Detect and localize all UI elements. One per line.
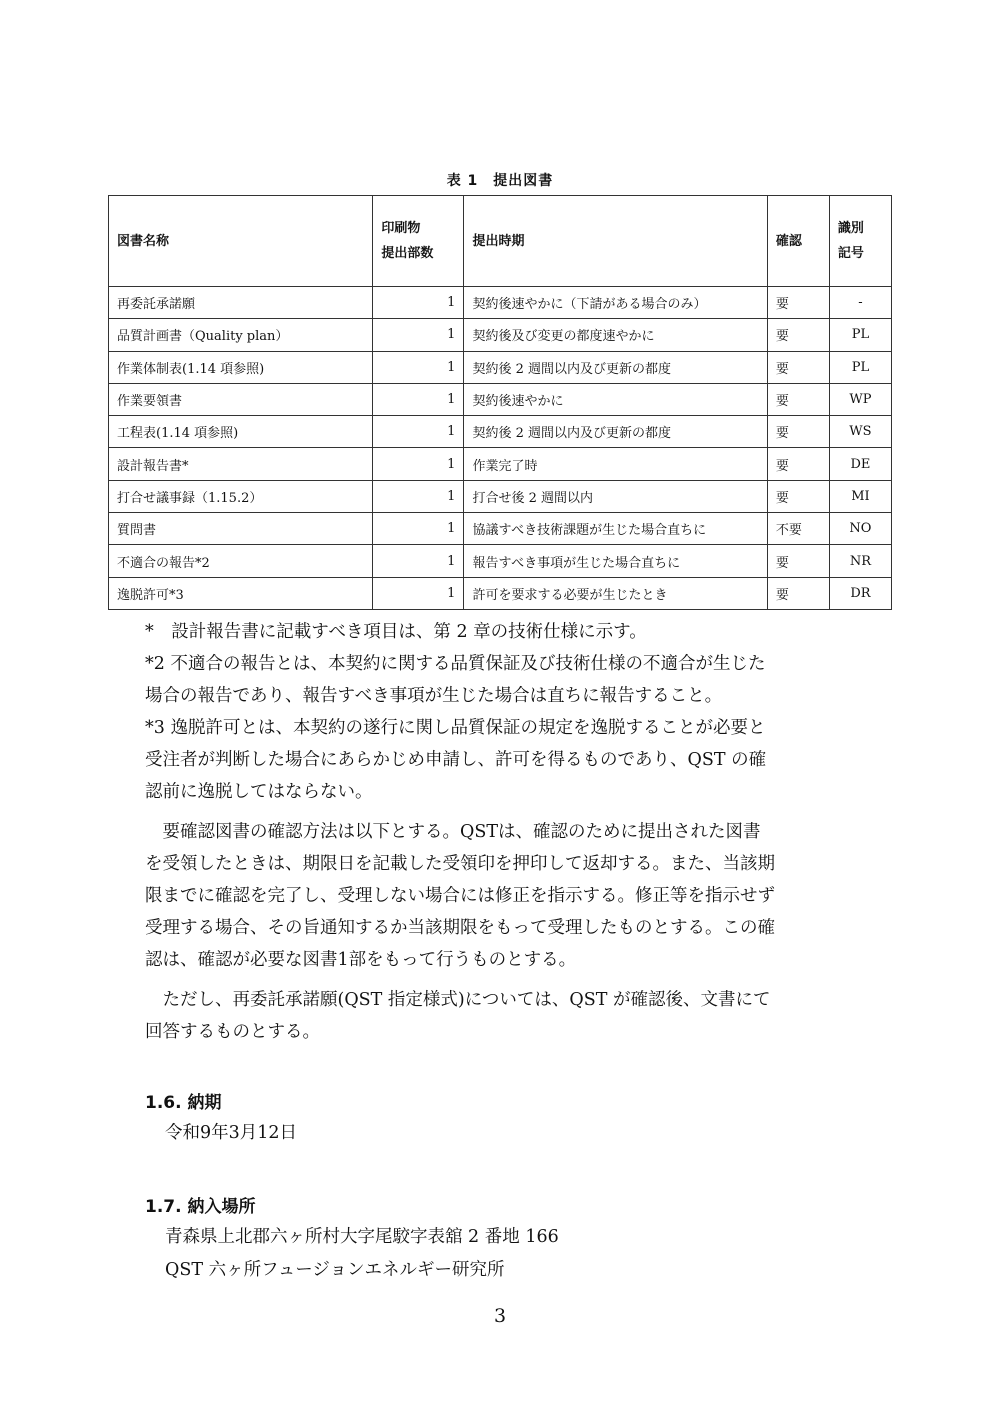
delivery-date: 令和9年3月12日: [165, 1123, 298, 1143]
table-row: [109, 383, 892, 415]
note-design-report: * 設計報告書に記載すべき項目は、第 2 章の技術仕様に示す。: [145, 622, 647, 642]
cell-name: 品質計画書（Quality plan）: [109, 319, 373, 351]
cell-timing: 契約後 2 週間以内及び更新の都度: [464, 351, 767, 383]
table-row: [109, 448, 892, 480]
cell-confirm: 要: [767, 416, 829, 448]
cell-timing: 契約後速やかに（下請がある場合のみ）: [464, 287, 767, 319]
submission-documents-table: [108, 195, 892, 610]
table-row: [109, 351, 892, 383]
cell-copies: 1: [373, 351, 464, 383]
cell-name: 再委託承諾願: [109, 287, 373, 319]
cell-timing: 契約後速やかに: [464, 383, 767, 415]
page-number: 3: [493, 1305, 507, 1327]
cell-code: WS: [829, 416, 891, 448]
delivery-address: 青森県上北郡六ヶ所村大字尾駮字表舘 2 番地 166: [165, 1227, 559, 1247]
cell-copies: 1: [373, 448, 464, 480]
cell-timing: 作業完了時: [464, 448, 767, 480]
table-row: [109, 513, 892, 545]
cell-code: PL: [829, 319, 891, 351]
paragraph-subcontract-line2: 回答するものとする。: [145, 1022, 320, 1042]
cell-copies: 1: [373, 577, 464, 609]
delivery-facility: QST 六ヶ所フュージョンエネルギー研究所: [165, 1260, 505, 1280]
cell-copies: 1: [373, 416, 464, 448]
header-name: 図書名称: [109, 196, 373, 287]
section-title: 1.6. 納期: [145, 1093, 222, 1113]
table-header-row: [109, 196, 892, 287]
paragraph-confirm-line4: 受理する場合、その旨通知するか当該期限をもって受理したものとする。この確: [145, 918, 775, 938]
cell-copies: 1: [373, 480, 464, 512]
header-code-line2: 記号: [837, 246, 864, 261]
paragraph-confirm-line5: 認は、確認が必要な図書1部をもって行うものとする。: [145, 950, 577, 970]
section-delivery-place: [145, 1192, 865, 1287]
header-copies: [373, 196, 464, 287]
cell-confirm: 要: [767, 480, 829, 512]
cell-confirm: 要: [767, 319, 829, 351]
table-row: [109, 416, 892, 448]
cell-copies: 1: [373, 383, 464, 415]
note-deviation-line3: 認前に逸脱してはならない。: [145, 782, 373, 802]
cell-code: NO: [829, 513, 891, 545]
cell-code: PL: [829, 351, 891, 383]
note-deviation-line2: 受注者が判断した場合にあらかじめ申請し、許可を得るものであり、QST の確: [145, 750, 767, 770]
cell-timing: 契約後 2 週間以内及び更新の都度: [464, 416, 767, 448]
cell-name: 逸脱許可*3: [109, 577, 373, 609]
table-row: [109, 287, 892, 319]
paragraph-confirm-line2: を受領したときは、期限日を記載した受領印を押印して返却する。また、当該期: [145, 854, 775, 874]
cell-name: 工程表(1.14 項参照): [109, 416, 373, 448]
section-title: 1.7. 納入場所: [145, 1197, 256, 1217]
cell-timing: 契約後及び変更の都度速やかに: [464, 319, 767, 351]
cell-copies: 1: [373, 287, 464, 319]
cell-name: 設計報告書*: [109, 448, 373, 480]
cell-name: 作業要領書: [109, 383, 373, 415]
cell-timing: 報告すべき事項が生じた場合直ちに: [464, 545, 767, 577]
cell-timing: 協議すべき技術課題が生じた場合直ちに: [464, 513, 767, 545]
cell-name: 作業体制表(1.14 項参照): [109, 351, 373, 383]
cell-confirm: 要: [767, 351, 829, 383]
header-timing: 提出時期: [464, 196, 767, 287]
cell-confirm: 不要: [767, 513, 829, 545]
notes-block: [145, 616, 865, 1048]
table-row: [109, 577, 892, 609]
cell-name: 不適合の報告*2: [109, 545, 373, 577]
cell-confirm: 要: [767, 577, 829, 609]
cell-copies: 1: [373, 545, 464, 577]
header-code-line1: 識別: [837, 221, 864, 236]
header-copies-line2: 提出部数: [381, 246, 434, 261]
cell-timing: 打合せ後 2 週間以内: [464, 480, 767, 512]
cell-name: 打合せ議事録（1.15.2）: [109, 480, 373, 512]
cell-name: 質問書: [109, 513, 373, 545]
header-copies-line1: 印刷物: [381, 221, 421, 236]
section-delivery-date: [145, 1088, 865, 1150]
cell-code: MI: [829, 480, 891, 512]
note-nonconformance-line2: 場合の報告であり、報告すべき事項が生じた場合は直ちに報告すること。: [145, 686, 723, 706]
cell-copies: 1: [373, 513, 464, 545]
cell-confirm: 要: [767, 448, 829, 480]
cell-code: DR: [829, 577, 891, 609]
table-caption: 表 1 提出図書: [446, 173, 554, 189]
note-deviation-line1: *3 逸脱許可とは、本契約の遂行に関し品質保証の規定を逸脱することが必要と: [145, 718, 766, 738]
cell-confirm: 要: [767, 383, 829, 415]
table-row: [109, 319, 892, 351]
cell-copies: 1: [373, 319, 464, 351]
table-row: [109, 480, 892, 512]
paragraph-confirm-line3: 限までに確認を完了し、受理しない場合には修正を指示する。修正等を指示せず: [145, 886, 775, 906]
table-row: [109, 545, 892, 577]
cell-code: DE: [829, 448, 891, 480]
header-code: [829, 196, 891, 287]
paragraph-subcontract-line1: ただし、再委託承諾願(QST 指定様式)については、QST が確認後、文書にて: [162, 990, 771, 1010]
note-nonconformance-line1: *2 不適合の報告とは、本契約に関する品質保証及び技術仕様の不適合が生じた: [145, 654, 766, 674]
cell-code: NR: [829, 545, 891, 577]
header-confirm: 確認: [767, 196, 829, 287]
cell-timing: 許可を要求する必要が生じたとき: [464, 577, 767, 609]
cell-confirm: 要: [767, 287, 829, 319]
cell-confirm: 要: [767, 545, 829, 577]
cell-code: WP: [829, 383, 891, 415]
paragraph-confirm-line1: 要確認図書の確認方法は以下とする。QSTは、確認のために提出された図書: [162, 822, 761, 842]
cell-code: -: [829, 287, 891, 319]
